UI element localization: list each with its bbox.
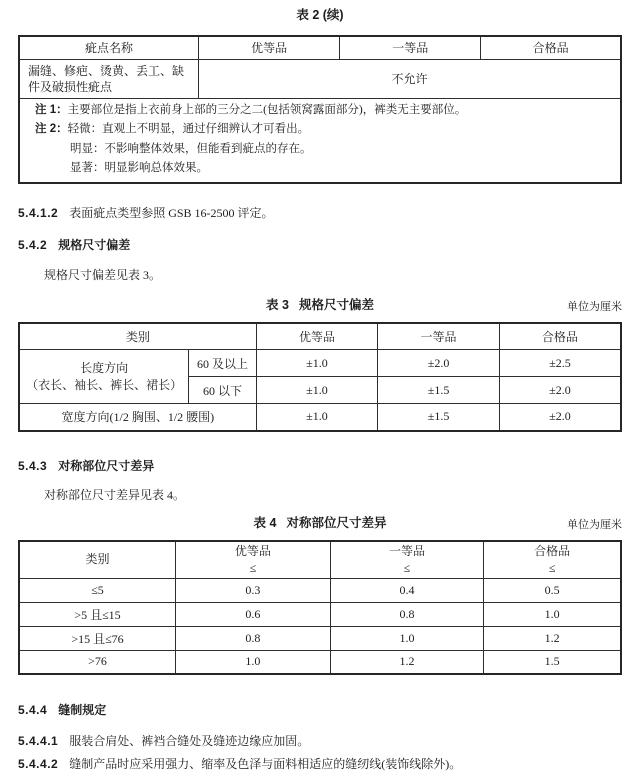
- table3-header-premium: 优等品: [256, 323, 378, 350]
- table4-header-premium-le: ≤: [249, 560, 257, 575]
- table3-width-first: ±1.5: [378, 404, 500, 431]
- table2-defect-name-cell: 漏缝、修疤、烫黄、丢工、缺件及破损性疵点: [19, 59, 198, 98]
- table2-notes-row: [19, 98, 621, 183]
- note-1-text: 主要部位是指上衣前身上部的三分之二(包括领窝露面部分)，裤类无主要部位。: [67, 103, 467, 116]
- clause-5-4-3-heading: [18, 458, 622, 475]
- note-1: [35, 101, 610, 121]
- note-1-label: 注 1：: [35, 103, 68, 116]
- table4-header-row: [19, 541, 621, 579]
- table4-row-gt76: [19, 650, 621, 674]
- clause-5-4-1-2-number: 5.4.1.2: [18, 205, 59, 220]
- clause-5-4-3-title: 对称部位尺寸差异: [58, 458, 155, 473]
- table4-header-qualified-label: 合格品: [534, 543, 571, 558]
- table4-15to76-premium: 0.8: [176, 626, 331, 650]
- table3-60above-qualified: ±2.5: [499, 350, 621, 377]
- table2-header-row: [19, 36, 621, 59]
- clause-5-4-3-number: 5.4.3: [18, 458, 48, 473]
- table3-60above-first: ±2.0: [378, 350, 500, 377]
- table3-header-category: 类别: [19, 323, 256, 350]
- table4-header-premium-label: 优等品: [234, 543, 271, 558]
- table3-sub-60above: 60 及以上: [189, 350, 256, 377]
- note-2-cont-1: 明显：不影响整体效果，但能看到疵点的存在。: [70, 142, 312, 155]
- table4-le5-qualified: 0.5: [484, 578, 621, 602]
- table2-header-qualified: 合格品: [481, 36, 621, 59]
- table4-header-qualified-le: ≤: [548, 560, 556, 575]
- table3-length-line1: 长度方向: [80, 360, 129, 375]
- table4-5to15-first: 0.8: [330, 602, 484, 626]
- table2-defect-value-cell: 不允许: [198, 59, 621, 98]
- note-2-cont-2: 显著：明显影响总体效果。: [70, 162, 208, 174]
- table4-gt76-category: >76: [19, 650, 176, 674]
- clause-5-4-4-heading: [18, 702, 622, 719]
- table4-15to76-first: 1.0: [330, 626, 484, 650]
- table3-caption-label: 表 3: [266, 297, 289, 312]
- table4-gt76-first: 1.2: [330, 650, 484, 674]
- table4-unit-note: 单位为厘米: [567, 518, 622, 531]
- table3-width-row: [19, 404, 621, 431]
- table3-width-premium: ±1.0: [256, 404, 378, 431]
- table3-width-qualified: ±2.0: [499, 404, 621, 431]
- table2-defect-row: [19, 59, 621, 98]
- table4-5to15-premium: 0.6: [176, 602, 331, 626]
- table3-length-line2: （衣长、袖长、裤长、裙长）: [26, 377, 183, 392]
- clause-5-4-4-2-number: 5.4.4.2: [18, 757, 59, 771]
- table2-notes-cell: [19, 98, 621, 183]
- table4-le5-first: 0.4: [330, 578, 484, 602]
- table4-symmetry-difference: [18, 540, 622, 676]
- table3-60below-premium: ±1.0: [256, 377, 378, 404]
- table3-unit-note: 单位为厘米: [567, 300, 622, 313]
- table4-row-5to15: [19, 602, 621, 626]
- table4-5to15-category: >5 且≤15: [19, 602, 176, 626]
- table4-header-first-le: ≤: [403, 560, 411, 575]
- clause-5-4-2-heading: [18, 237, 622, 254]
- table4-5to15-qualified: 1.0: [484, 602, 621, 626]
- table3-size-deviation: [18, 322, 622, 432]
- table4-caption-title: 对称部位尺寸差异: [286, 515, 387, 530]
- table4-header-first: [330, 541, 484, 579]
- table4-gt76-qualified: 1.5: [484, 650, 621, 674]
- table2-caption: 表 2 (续): [296, 8, 344, 22]
- clause-5-4-4-2-text: 缝制产品时应采用强力、缩率及色泽与面料相适应的缝纫线(装饰线除外)。: [69, 757, 462, 771]
- table3-length-row-60above: [19, 350, 621, 377]
- table3-caption-row: [18, 298, 622, 313]
- table3-caption-title: 规格尺寸偏差: [298, 297, 374, 312]
- clause-5-4-4-1-text: 服装合肩处、裤裆合缝处及缝迹边缘应加固。: [69, 734, 310, 748]
- paragraph-see-table3: 规格尺寸偏差见表 3。: [44, 267, 162, 282]
- table4-header-qualified: [484, 541, 621, 579]
- table4-header-premium: [176, 541, 331, 579]
- table2-header-first: 一等品: [340, 36, 481, 59]
- clause-5-4-1-2-text: 表面疵点类型参照 GSB 16-2500 评定。: [69, 205, 274, 220]
- table3-length-direction-cell: [19, 350, 189, 404]
- table3-60above-premium: ±1.0: [256, 350, 378, 377]
- table4-header-category: 类别: [19, 541, 176, 579]
- table2-header-defect-name: 疵点名称: [19, 36, 198, 59]
- clause-5-4-1-2: [18, 205, 622, 222]
- clause-5-4-4-number: 5.4.4: [18, 703, 48, 717]
- table4-le5-premium: 0.3: [176, 578, 331, 602]
- table4-15to76-category: >15 且≤76: [19, 626, 176, 650]
- table3-header-qualified: 合格品: [499, 323, 621, 350]
- table4-caption-row: [18, 516, 622, 531]
- note-2: [35, 120, 610, 140]
- table4-row-15to76: [19, 626, 621, 650]
- table3-60below-first: ±1.5: [378, 377, 500, 404]
- paragraph-see-table4: 对称部位尺寸差异见表 4。: [44, 487, 186, 502]
- table3-sub-60below: 60 以下: [189, 377, 256, 404]
- table4-le5-category: ≤5: [19, 578, 176, 602]
- clause-5-4-4-title: 缝制规定: [58, 703, 107, 717]
- table2-header-premium: 优等品: [198, 36, 339, 59]
- clause-5-4-2-number: 5.4.2: [18, 237, 48, 252]
- note-2-label: 注 2：: [35, 123, 68, 135]
- table4-header-first-label: 一等品: [388, 543, 425, 558]
- table3-header-first: 一等品: [378, 323, 500, 350]
- table3-header-row: [19, 323, 621, 350]
- clause-5-4-4-1-number: 5.4.4.1: [18, 734, 59, 748]
- table4-gt76-premium: 1.0: [176, 650, 331, 674]
- table4-row-le5: [19, 578, 621, 602]
- table4-15to76-qualified: 1.2: [484, 626, 621, 650]
- clause-5-4-4-2: [18, 756, 622, 773]
- note-2-text: 轻微：直观上不明显，通过仔细辨认才可看出。: [67, 123, 310, 135]
- table4-caption-label: 表 4: [253, 515, 277, 530]
- clause-5-4-2-title: 规格尺寸偏差: [58, 237, 131, 252]
- table3-60below-qualified: ±2.0: [499, 377, 621, 404]
- clause-5-4-4-1: [18, 733, 622, 750]
- table3-width-direction-cell: 宽度方向(1/2 胸围、1/2 腰围): [19, 404, 256, 431]
- table2-defect-grades: [18, 35, 622, 184]
